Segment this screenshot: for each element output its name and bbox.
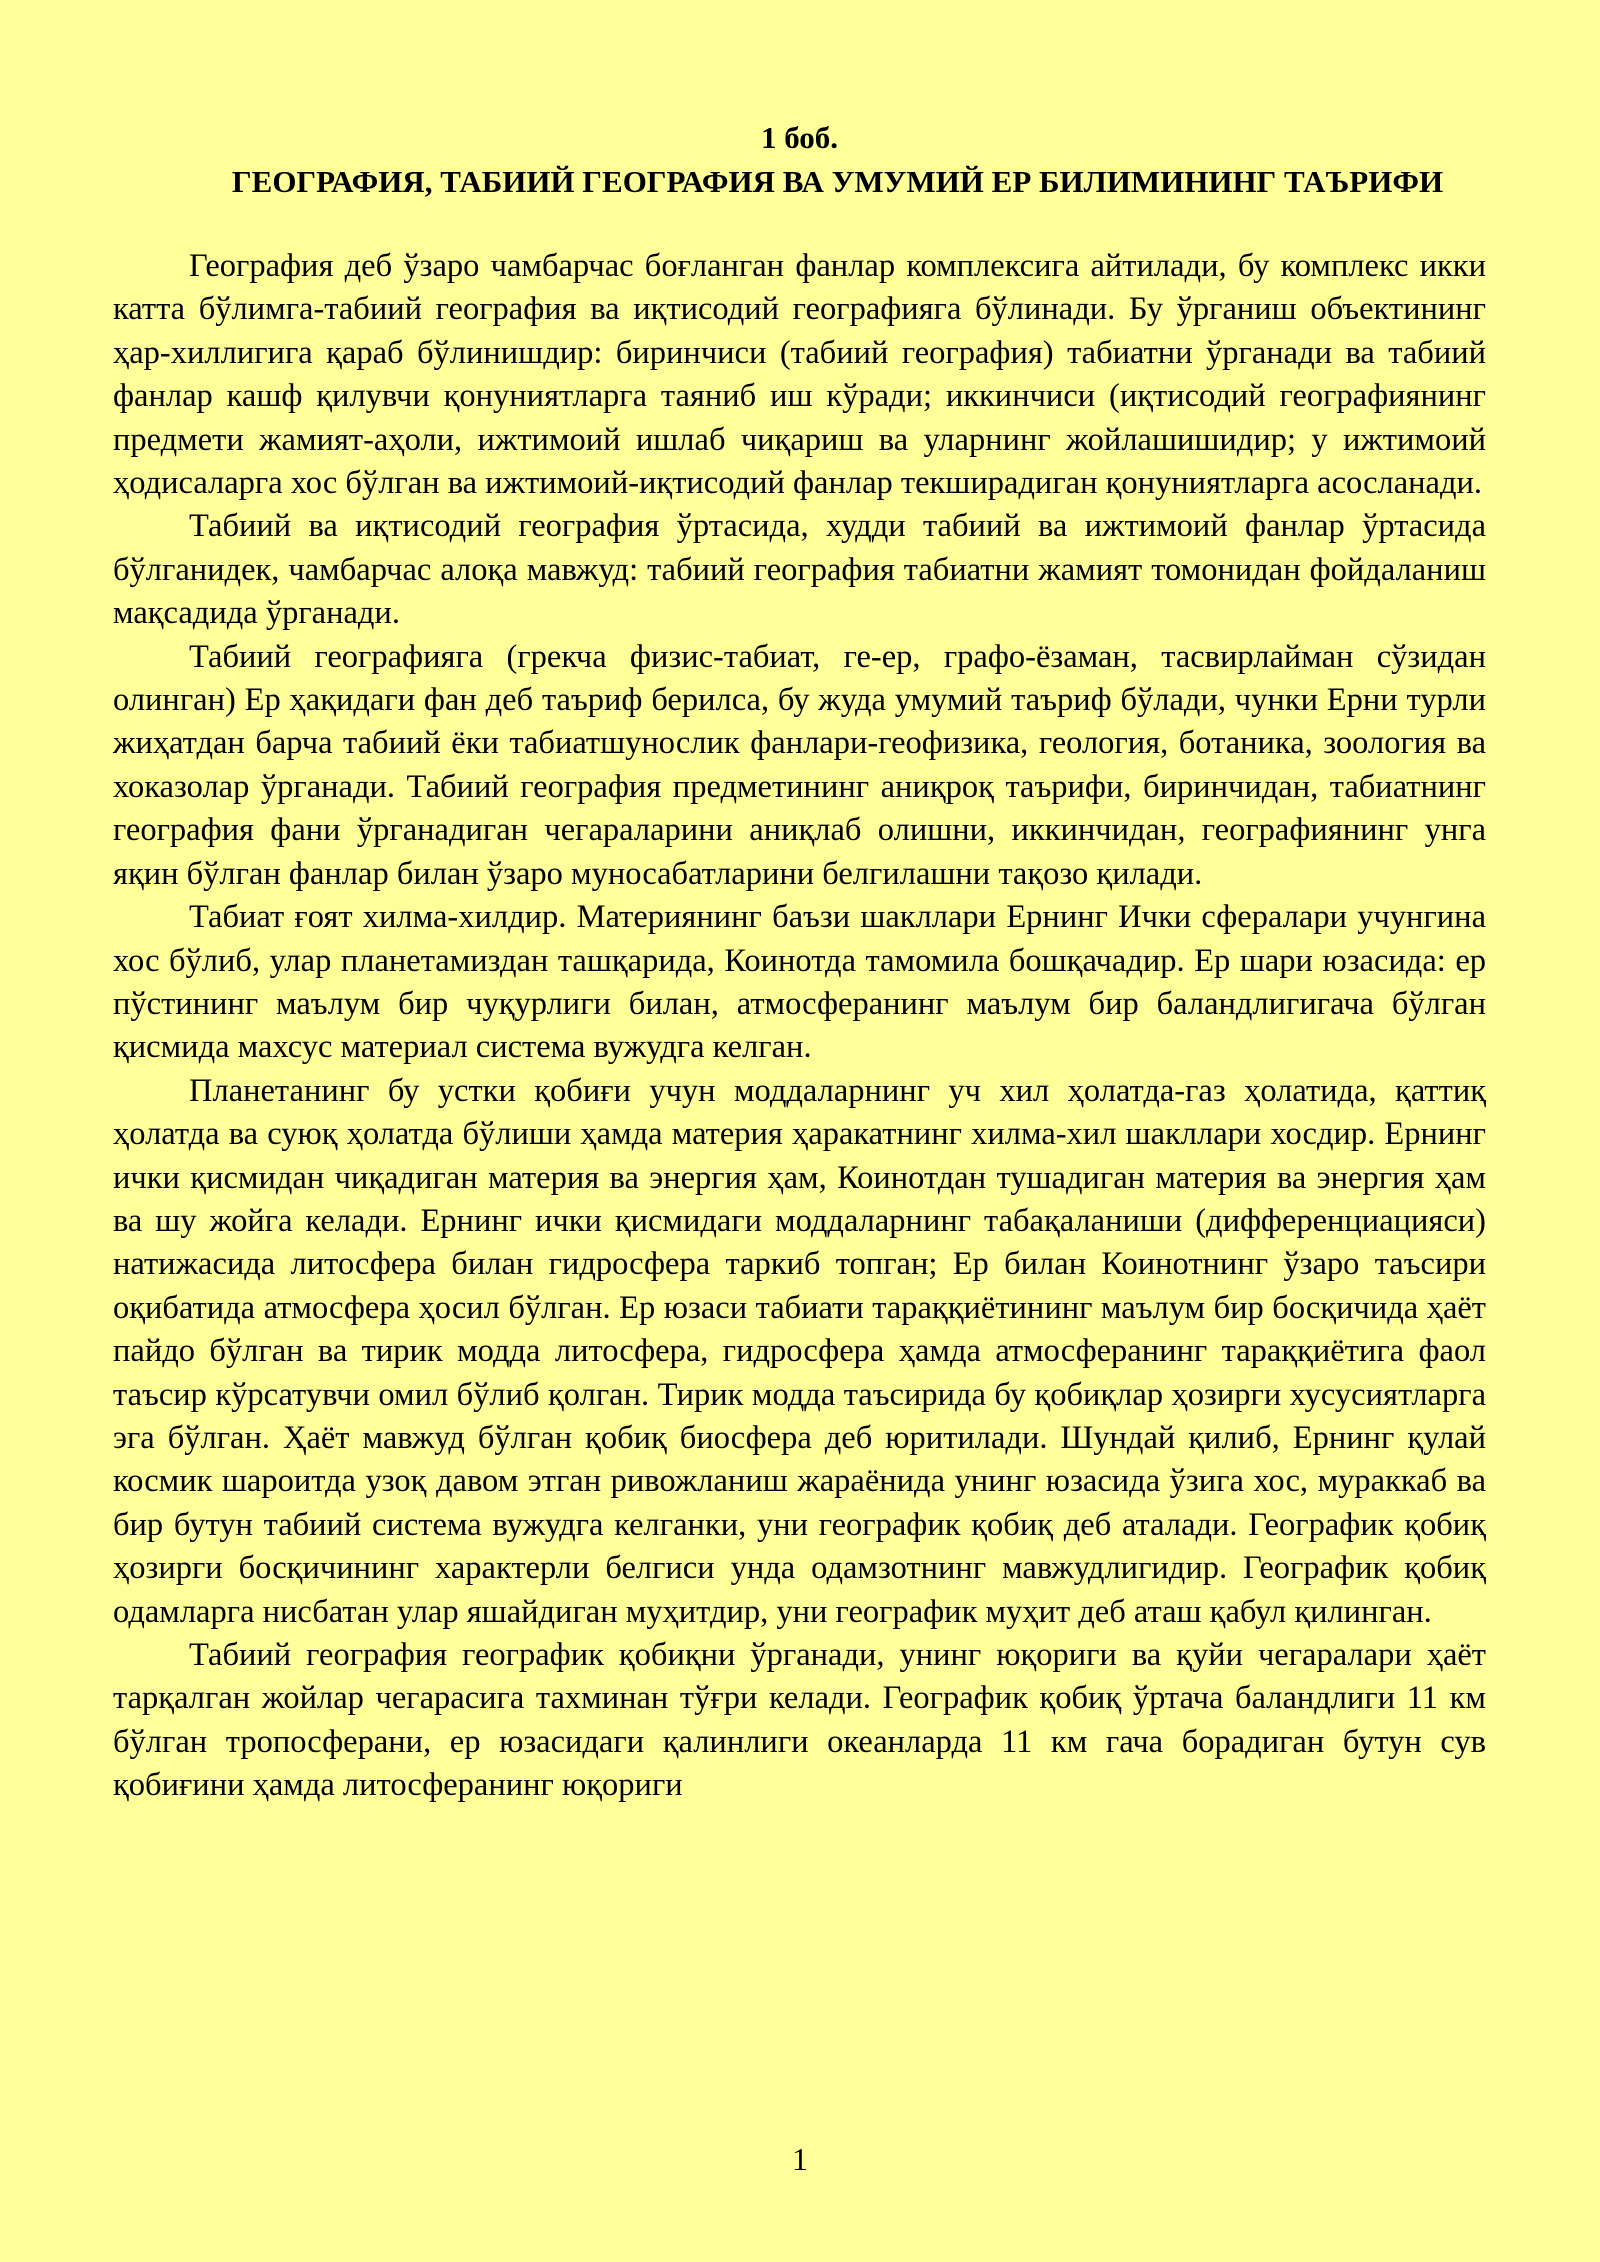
paragraph: География деб ўзаро чамбарчас боғланган фанлар комплексига айтилади, бу комплекс икки катта бўлимга-табиий география ва иқтисодий географияга бўлинади. Бу ўрганиш объектининг ҳар-хиллигига қараб бўлинишдир: биринчиси (табиий география) табиатни ўрганади ва табиий фанлар кашф қилувчи қонуниятларга таяниб иш кўради; иккинчиси (иқтисодий географиянинг предмети жамият-аҳоли, ижтимоий ишлаб чиқариш ва уларнинг жойлашишидир; у ижтимоий ҳодисаларга хос бўлган ва ижтимоий-иқтисодий фанлар текширадиган қонуниятларга асосланади. — [113, 248, 1486, 502]
page-number: 1 — [792, 2141, 808, 2177]
chapter-number: 1 боб. — [760, 120, 839, 155]
paragraph: Планетанинг бу устки қобиғи учун моддаларнинг уч хил ҳолатда-газ ҳолатида, қаттиқ ҳолатда ва суюқ ҳолатда бўлиши ҳамда материя ҳаракатнинг хилма-хил шакллари хосдир. Ернинг ички қисмидан чиқадиган материя ва энергия ҳам, Коинотдан тушадиган материя ва энергия ҳам ва шу жойга келади. Ернинг ички қисмидаги моддаларнинг табақаланиши (дифференциацияси) натижасида литосфера билан гидросфера таркиб топган; Ер билан Коинотнинг ўзаро таъсири оқибатида атмосфера ҳосил бўлган. Ер юзаси табиати тараққиётининг маълум бир босқичида ҳаёт пайдо бўлган ва тирик модда литосфера, гидросфера ҳамда атмосферанинг тараққиётига фаол таъсир кўрсатувчи омил бўлиб қолган. Тирик модда таъсирида бу қобиқлар ҳозирги хусусиятларга эга бўлган. Ҳаёт мавжуд бўлган қобиқ биосфера деб юритилади. Шундай қилиб, Ернинг қулай космик шароитда узоқ давом этган ривожланиш жараёнида унинг юзасида ўзига хос, мураккаб ва бир бутун табиий система вужудга келганки, уни географик қобиқ деб аталади. Географик қобиқ ҳозирги босқичининг характерли белгиси унда одамзотнинг мавжудлигидир. Географик қобиқ одамларга нисбатан улар яшайдиган муҳитдир, уни географик муҳит деб аташ қабул қилинган. — [113, 1072, 1486, 1630]
chapter-title: ГЕОГРАФИЯ, ТАБИИЙ ГЕОГРАФИЯ ВА УМУМИЙ ЕР БИЛИМИНИНГ ТАЪРИФИ — [231, 164, 1444, 199]
paragraph: Табиат ғоят хилма-хилдир. Материянинг баъзи шакллари Ернинг Ички сфералари учунгина хос бўлиб, улар планетамиздан ташқарида, Коинотда тамомила бошқачадир. Ер шари юзасида: ер пўстининг маълум бир чуқурлиги билан, атмосферанинг маълум бир баландлигигача бўлган қисмида махсус материал система вужудга келган. — [113, 899, 1486, 1066]
paragraph: Табиий географияга (грекча физис-табиат, ге-ер, графо-ёзаман, тасвирлайман сўзидан олинган) Ер ҳақидаги фан деб таъриф берилса, бу жуда умумий таъриф бўлади, чунки Ерни турли жиҳатдан барча табиий ёки табиатшунослик фанлари-геофизика, геология, ботаника, зоология ва хоказолар ўрганади. Табиий география предметининг аниқроқ таърифи, биринчидан, табиатнинг география фани ўрганадиган чегараларини аниқлаб олишни, иккинчидан, географиянинг унга яқин бўлган фанлар билан ўзаро муносабатларини белгилашни тақозо қилади. — [113, 638, 1486, 892]
body-text — [113, 245, 1486, 1808]
paragraph: Табиий ва иқтисодий география ўртасида, худди табиий ва ижтимоий фанлар ўртасида бўлганидек, чамбарчас алоқа мавжуд: табиий география табиатни жамият томонидан фойдаланиш мақсадида ўрганади. — [113, 508, 1486, 632]
paragraph: Табиий география географик қобиқни ўрганади, унинг юқориги ва қуйи чегаралари ҳаёт тарқалган жойлар чегарасига тахминан тўғри келади. Географик қобиқ ўртача баландлиги 11 км бўлган тропосферани, ер юзасидаги қалинлиги океанларда 11 км гача борадиган бутун сув қобиғини ҳамда литосферанинг юқориги — [113, 1637, 1486, 1804]
